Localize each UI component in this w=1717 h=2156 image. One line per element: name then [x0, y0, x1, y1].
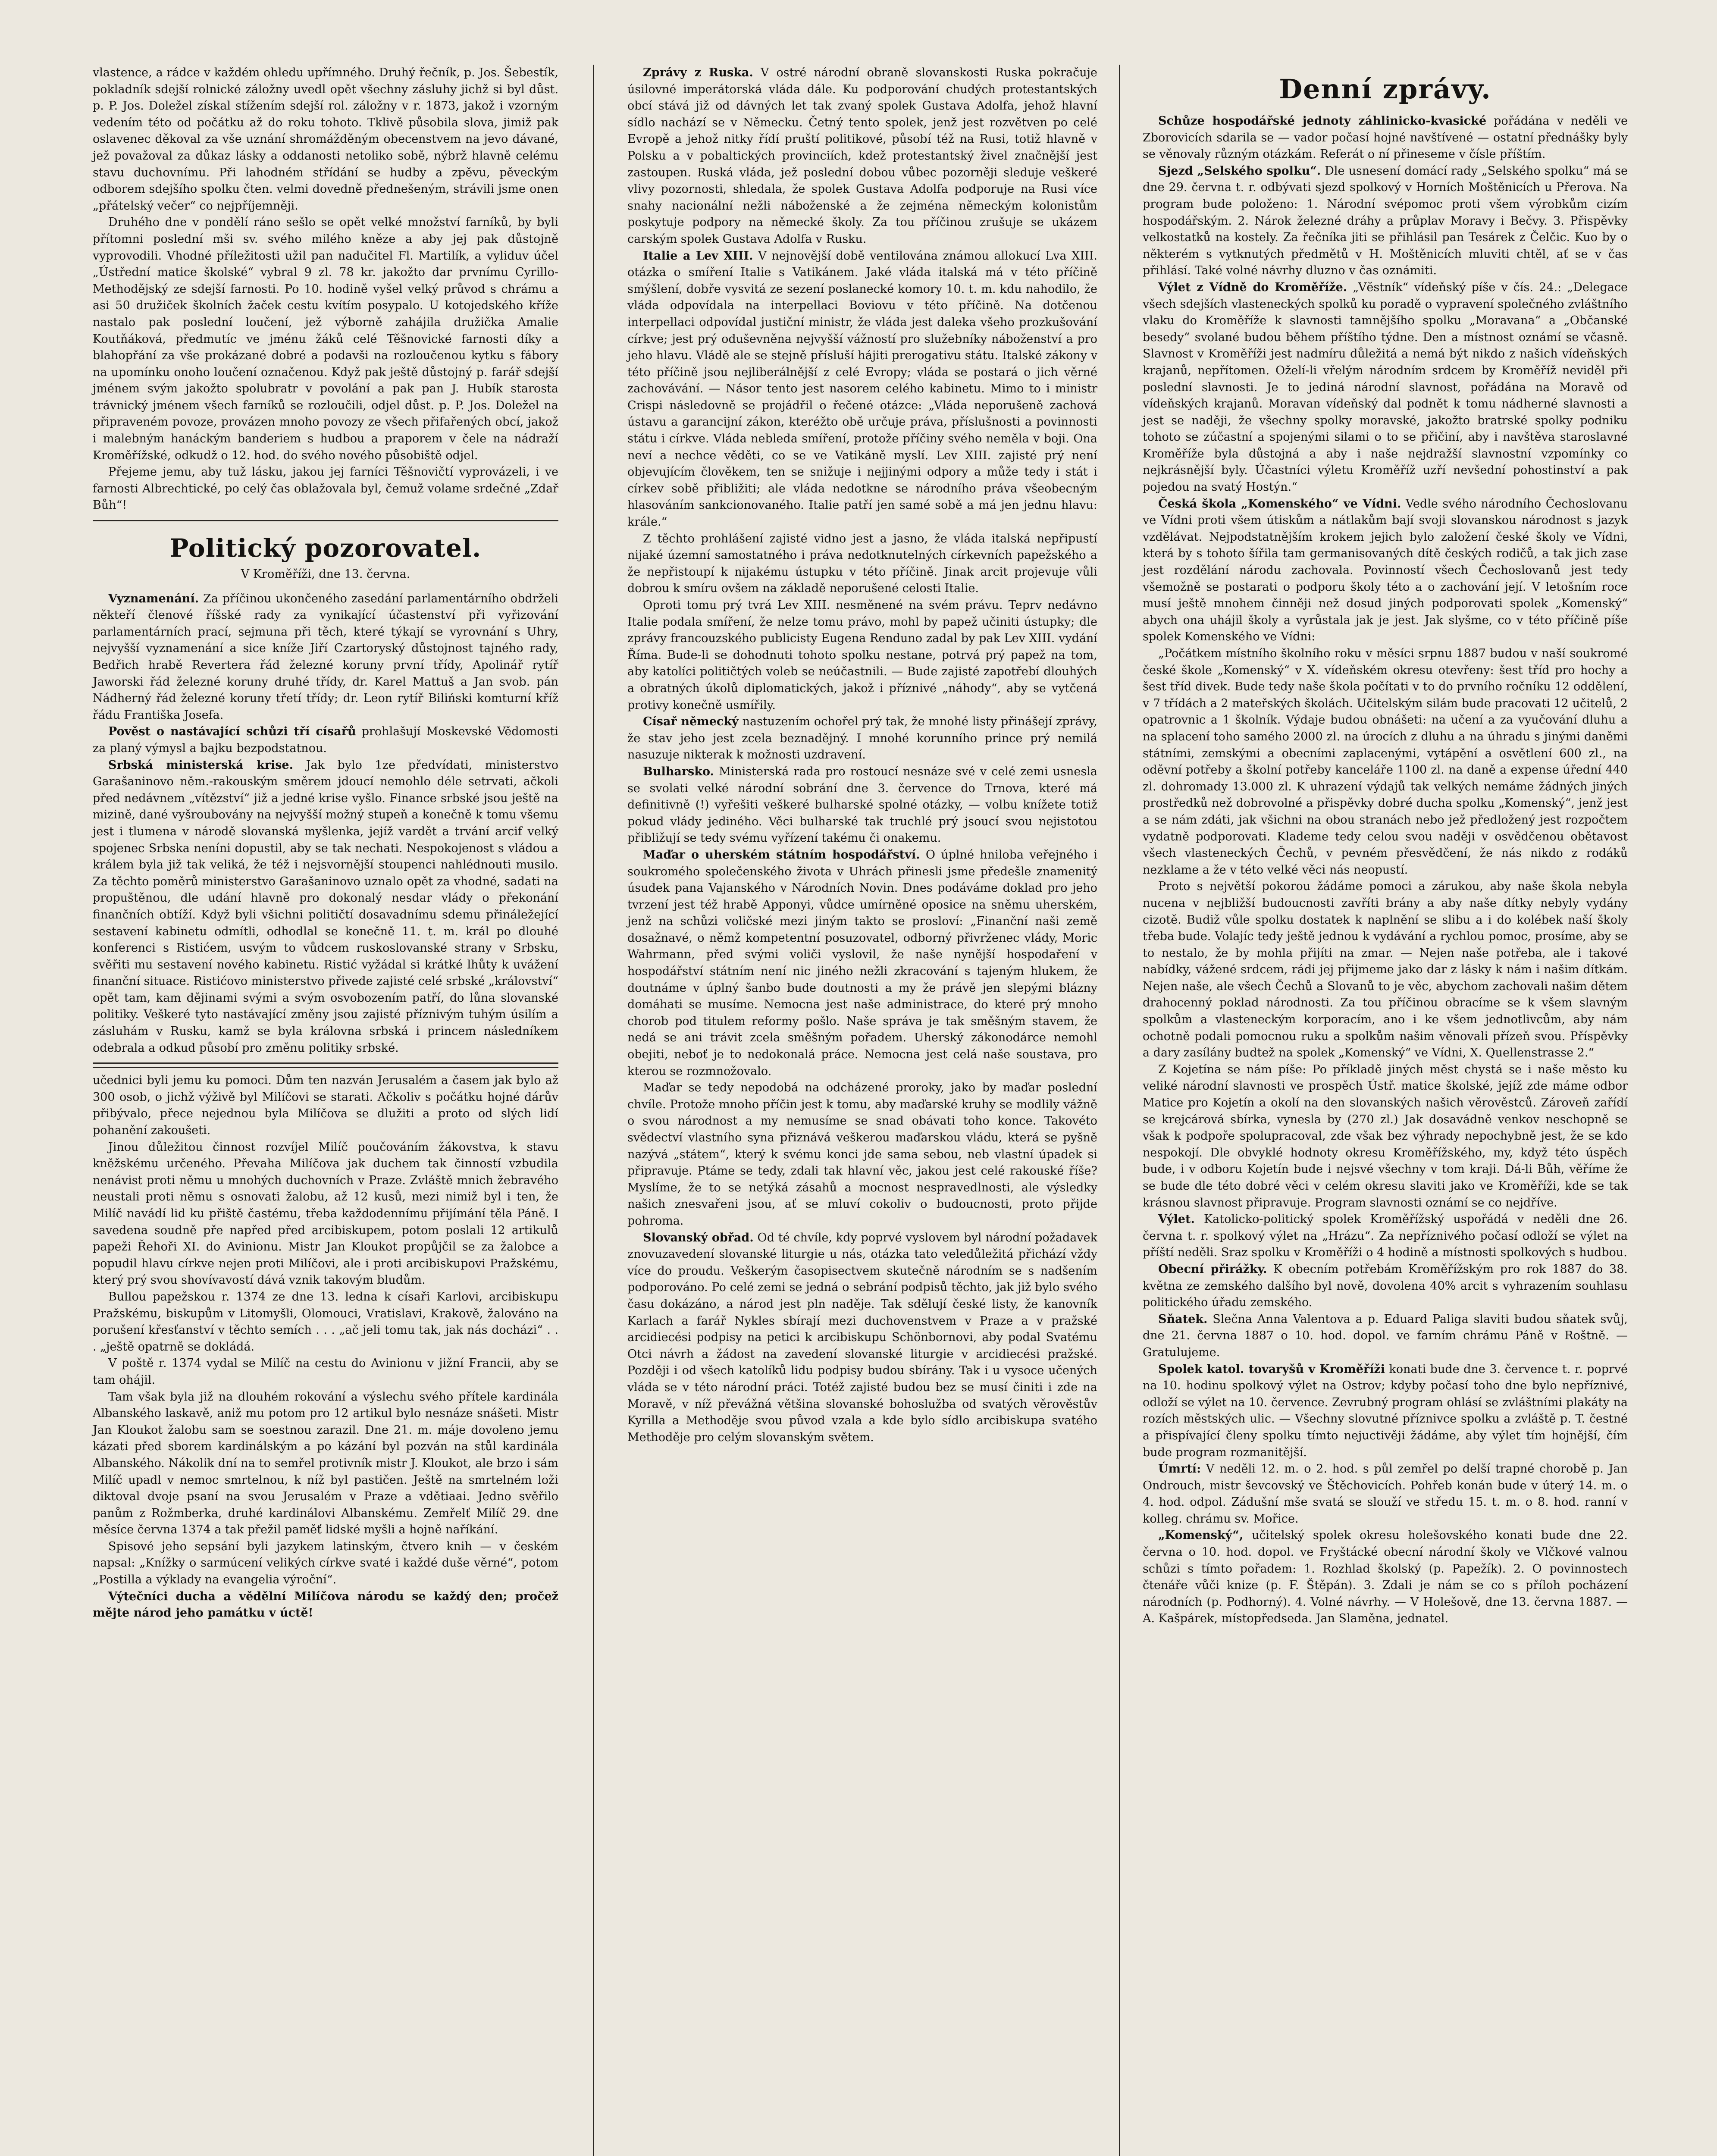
news-item: Proto s největší pokorou žádáme pomoci a zárukou, aby naše škola nebyla nucena v nejbližší budoucnosti zavříti brány a aby naše dítky nebyly vydány cizotě. Budiž vůle spolku dostatek k naplnění se slibu a i do kolébek naší školy třeba bude. Volajíc tedy ještě jednou k vydávání a rychlou pomoc, prosíme, aby se to nestalo, že by mohla přijíti na zmar. — Nejen naše potřeba, ale i takové nabídky, vážené srdcem, rádi jej přijmeme jako dar z lásky k nám i našim dítkám. Nejen naše, ale všech Čechů a Slovanů to je věc, abychom zachovali našim dětem drahocenný poklad národnosti. Za tou příčinou obracíme se k všem slavným spolkům a vlasteneckým korporacím, ano i ke všem jednotlivcům, aby nám ochotně podali pomocnou ruku a spolkům našim věnovali přízeň svou. Příspěvky a dary zasílány budtež na spolek „Komenský“ ve Vídni, X. Quellenstrasse 2.“: [1143, 880, 1628, 1060]
news-item: „Komenský“, učitelský spolek okresu holešovského konati bude dne 22. června o 10. hod. dopol. ve Fryštácké obecní národní školy ve Vlčkové valnou schůzi s tímto pořadem: 1. Rozhlad školský (p. Papežík). 2. O povinnostech čtenáře vůči knize (p. F. Štěpán). 3. Zdali je nám se co s příloh pocházení národních (p. Podhorný). 4. Volné návrhy. — V Holešově, dne 13. června 1887. — A. Kašpárek, místopředseda. Jan Slaměna, jednatel.: [1143, 1529, 1628, 1626]
article-paragraph: Slovanský obřad. Od té chvíle, kdy poprvé vyslovem byl národní požadavek znovuzavedení slovanské liturgie u nás, otázka tato veledůležitá přichází vždy více do proudu. Veškerým časopisectvem skutečně národním se s nadšením podporováno. Po celé zemi se jedná o sebrání podpisů těchto, jak již bylo svého času dokázáno, a národ jest pln naděje. Tak sdělují české listy, že kanovník Karlach a farář Nykles sbírají mezi duchovenstvem v Praze a v pražské arcidiecési podpisy na petici k arcibiskupu Schönbornovi, aby podal Svatému Otci návrh a žádost na zavedení slovanské liturgie v arcidiecési pražské. Později i od všech katolíků lidu podpisy budou sbírány. Tak i u vysoce učených vláda se v této národní práci. Totéž zajisté budou bez se musí činiti i zde na Moravě, v níž převážná většina slovanské bohoslužba od svatých věrověstův Kyrilla a Methoděje svou původ vzala a kde bylo sídlo arcibiskupa svatého Methoděje pro celým slovanským světem.: [627, 1231, 1097, 1444]
news-item: Výlet. Katolicko-politický spolek Kroměřížský uspořádá v neděli dne 26. června t. r. spolkový výlet na „Hrázu“. Za nepříznivého počasí odloží se výlet na příští neděli. Sraz spolku v Kroměříži o 4 hodině a místnosti spolkových s hudbou.: [1143, 1213, 1628, 1260]
paragraph-lead: „Komenský“,: [1158, 1529, 1244, 1542]
column-left: [93, 65, 558, 1622]
article-paragraph: vlastence, a rádce v každém ohledu upřímného. Druhý řečník, p. Jos. Šebestík, pokladník sdejší rolnické záložny uvedl opět všechny zásluhy jichž si byl důst. p. P. Jos. Doležel získal stížením sdejší rol. záložny v r. 1873, jakož i vzorným vedením této od počátku až do roku tohoto. Tklivě působila slova, jimiž pak oslavenec děkoval za vše uznání shromážděným obecenstvem na jevo dávané, jež považoval za důkaz lásky a oddanosti netoliko sobě, nýbrž hlavně celému stavu duchovnímu. Při lahodném střídání se hudby a zpěvu, pěveckým odborem sdejšího spolku čten. velmi dovedně přednešeným, strávili jsme onen „přátelský večer“ co nejpříjemněji.: [93, 66, 558, 213]
feuilleton-paragraph: Spisové jeho sepsání byli jazykem latinským, čtvero knih — v českém napsal: „Knížky o sarmúcení velikých církve svaté i každé duše věrné“, potom „Postilla a výklady na evangelia výroční“.: [93, 1539, 558, 1587]
article-paragraph: Maďar se tedy nepodobá na odcházené proroky, jako by maďar poslední chvíle. Protože mnoho příčin jest k tomu, aby maďarské kruhy se modlily vážně o svou národnost a my nemusíme se snad obávati toho konce. Takovéto svědectví vlastního syna přiznává veškerou maďarskou vládu, která se pyšně nazývá „státem“, který k svému konci jde sama sebou, neb vlastní úpadek si připravuje. Ptáme se tedy, zdali tak hlavní věc, jakou jest celé rakouské říše? Myslíme, že to se netýká zásahů a mocnost nespravedlnosti, ale výsledky našich znesvařeni jsou, ať se mluví cokoliv o budoucnosti, proto přijde pohroma.: [627, 1081, 1097, 1228]
article-paragraph: Císař německý nastuzením ochořel prý tak, že mnohé listy přinášejí zprávy, že stav jeho jest zcela beznadějný. I mnohé korunního prince prý nemilá nasuzuje nikterak k možnosti uzdravení.: [627, 715, 1098, 762]
paragraph-lead: Sjezd „Selského spolku“.: [1158, 164, 1321, 178]
paragraph-lead: Pověst o nastávající schůzi tří císařů: [108, 725, 356, 739]
paragraph-lead: Maďar o uherském státním hospodářství.: [643, 848, 920, 862]
feuilleton-divider: [93, 1062, 558, 1068]
paragraph-lead: Spolek katol. tovaryšů v Kroměříži: [1158, 1362, 1385, 1376]
paragraph-lead: Srbská ministerská krise.: [108, 758, 294, 772]
news-item: Sňatek. Slečna Anna Valentova a p. Eduard Paliga slaviti budou sňatek svůj, dne 21. června 1887 o 10. hod. dopol. ve farním chrámu Páně v Roštně. — Gratulujeme.: [1143, 1312, 1628, 1359]
news-item: „Počátkem místního školního roku v měsíci srpnu 1887 budou v naší soukromé české škole „Komenský“ v X. vídeňském okresu otevřeny: šest tříd pro hochy a šest tříd divek. Bude tedy naše škola počítati v to do prvního ročníku 12 oddělení, v 7 třídách a 2 mateřských školách. Učitelským silám bude pracovati 12 učitelů, 2 opatrovnic a 1 školník. Výdaje budou obnášeti: na učení a za vyučování dluhu a na splacení toho samého 2000 zl. na úrocích z dluhu a na úhradu s jinými daněmi státními, zemskými a obecními zaplacenými, vytápění a osvětlení 600 zl., na oděvní potřeby a školní potřeby kanceláře 1100 zl. na daně a expense úřední 440 zl. dohromady 13.000 zl. K uhrazení výdajů tak velkých nemáme žádných jiných prostředků než dobrovolné a přispěvky dobré ducha spolku „Komenský“, jenž jest a se nám zdáti, jak všichni na obou stranách nebo jež předložený jest rozpočtem vydatně podporovati. Klademe tedy celou svou naději v osvědčenou obětavost všech vlasteneckých Čechů, v pevném přesvědčení, že nás nikdo z rodáků nezklame a že v této velké věci nás neopustí.: [1143, 647, 1628, 877]
feuilleton-paragraph: Jinou důležitou činnost rozvíjel Milíč poučováním žákovstva, k stavu kněžskému určeného. Převaha Milíčova jak duchem tak činností vzbudila nenávist proti němu u mnohých duchovních v Praze. Zvláště mnich žebravého neustali proti němu s osnovati žalobu, až 12 kusů, mezi nimiž byl i ten, že Milíč navádí lid ku přiště častému, třeba každodennímu přijímání těla Páně. I savedena soudně pře napřed před arcibiskupem, potom poslali 12 artikulů papeži Řehoři XI. do Avinionu. Mistr Jan Kloukot propůjčil se za žalobce a popudil hlavu církve nejen proti Milíčovi, ale i proti arcibiskupovi Pražskému, který prý svou shovívavostí dává vznik takovým bludům.: [93, 1140, 558, 1287]
paragraph-lead: Schůze hospodářské jednoty záhlinicko-kvasické: [1158, 114, 1487, 128]
article-paragraph: Přejeme jemu, aby tuž lásku, jakou jej farníci Těšnovičtí vyprovázeli, i ve farnosti Albrechtické, po celý čas oblažovala byl, čemuž volame srdečné „Zdař Bůh“!: [93, 465, 558, 512]
article-paragraph: Z těchto prohlášení zajisté vidno jest a jasno, že vláda italská nepřipustí nijaké územní samostatného i práva nedotknutelných církevních papežského a že nepřistoupí k nijakému ústupku v této příčině. Jinak arcit projevuje vůli dobrou k smíru ovšem na základě neporušené celosti Italie.: [627, 532, 1097, 595]
article-paragraph: Bulharsko. Ministerská rada pro rostoucí nesnáze své v celé zemi usnesla se svolati velké národní sobrání dne 3. července do Trnova, které má definitivně (!) vyřešiti veškeré bulharské spolné otázky, — volbu knížete totiž pokud vlády jediného. Věci bulharské tak truchlé prý jsoucí svou nejistotou přibližují se tedy svému vyřízení takému či onakemu.: [627, 765, 1097, 845]
paragraph-lead: Italie a Lev XIII.: [643, 249, 753, 263]
paragraph-lead: Česká škola „Komenského“ ve Vídni.: [1158, 497, 1401, 511]
paragraph-lead: Zprávy z Ruska.: [643, 66, 753, 79]
article-paragraph: Srbská ministerská krise. Jak bylo 1ze předvídati, ministerstvo Garašaninovo něm.-rakouským směrem jdoucí nemohlo déle setrvati, ačkoli před nedávnem „vítězství“ již a jedné krise vyšlo. Finance srbské jsou ještě na mizině, dané vyšroubovány na nejvyšší možný stupeň a konečně k tomu všemu jest i tlumena v národě slovanská myšlenka, jejíž vardět a trvání arcif velký spojenec Srbska neníni dopustil, aby se tak nechati. Nespokojenost s vládou a králem byla již tak veliká, že též i nejsvornější stoupenci nahlédnouti musilo. Za těchto poměrů ministerstvo Garašaninovo uznalo opět za vhodné, sadati na propuštěnou, dle udání hlavně pro dokonalý nesdar vlády o překonání finančních obtíží. Když byli všichni političtí dosavadnímu sdemu přináležející sestavení kabinetu odmítli, odhodlal se konečně 11. t. m. král po dlouhé konferenci s Ristićem, usvým to vůdcem ruskoslovanské strany v Srbsku, svěřiti mu sestavení nového kabinetu. Ristić vyžádal si krátké lhůty k uvážení finanční situace. Ristićovo ministerstvo přivede zajisté celé srbské „království“ opět tam, kam dějinami svými a svým osvobozením patří, do lůna slovanské politiky. Veškeré tyto nastávající změny jsou zajisté příznivým tuhým úsilím a zásluhám v Rusku, kamž se byla královna srbská i princem následníkem odebrala a odkud působí pro změnu politiky srbské.: [93, 758, 558, 1055]
paragraph-lead: Úmrtí:: [1158, 1462, 1201, 1476]
paragraph-lead: Výlet z Vídně do Kroměříže.: [1158, 280, 1347, 294]
feuilleton-paragraph: Bullou papežskou r. 1374 ze dne 13. ledna k císaři Karlovi, arcibiskupu Pražskému, biskupům v Litomyšli, Olomouci, Vratislavi, Krakově, žalováno na porušení křesťanství v těchto semích . . . „ač jeli tomu tak, jak nás docházi“ . . . „ještě opatrně se dokládá.: [93, 1290, 558, 1354]
paragraph-lead: Císař německý: [643, 715, 739, 729]
news-item: Schůze hospodářské jednoty záhlinicko-kvasické pořádána v neděli ve Zborovicích sdarila se — vador počasí hojné navštívené — ostatní přednášky byly se věnovaly různým otázkám. Referát o ní přineseme v čísle příštím.: [1143, 114, 1628, 161]
column-rule: [1119, 65, 1120, 2156]
feuilleton-paragraph: učednici byli jemu ku pomoci. Dům ten nazván Jerusalém a časem jak bylo až 300 osob, o jichž výživě byl Milíčovi se starati. Ačkoliv s počátku hojné dárův přibývalo, přece nejednou byla Milíčova se dlužiti a proto od slých lidí pohanění zakoušeti.: [93, 1074, 558, 1138]
article-paragraph: Druhého dne v pondělí ráno sešlo se opět velké množství farníků, by byli přítomni poslední mši sv. svého milého kněze a aby jej pak důstojně vyprovodili. Vhodné příležitosti užil pan nadučitel Fl. Martilík, a vyliduv účel „Ústřední matice školské“ vybral 9 zl. 78 kr. jakožto dar prvnímu Cyrillo-Methodějský ze sdejší farnosti. Po 10. hodině vyšel velký průvod s chrámu a asi 50 družiček školních žaček cestu kvítím posypalo. U kotojedského kříže nastalo pak poslední loučení, jež výborně zahájila družička Amalie Koutňáková, předmutíc ve jménu žáků celé Těšnovické farnosti díky a blahopřání za vše prokázané dobré a podavši na rozloučenou kytku s fábory na upomínku onoho loučení označenou. Když pak ještě důstojný p. farář sdejší jménem svým jakožto spolubratr v povolání a pak pan J. Hubík starosta trávnický jménem všech farníků se rozloučili, odjel důst. p. P. Jos. Doležel na připraveném povoze, provázen mnoho povozy ze všech přifařených obcí, jakož i malebným hanáckým banderiem s hudbou a praporem v čele na nádraží Kroměřížské, odkudž o 12. hod. do svého nového působiště odjel.: [93, 216, 558, 462]
news-item: Výlet z Vídně do Kroměříže. „Vĕstník“ vídeňský píše v čís. 24.: „Delegace všech sdejších vlasteneckých spolků ku poradě o vypravení společného zvláštního vlaku do Kroměříže k slavnosti tamnějšího spolku „Moravana“ a „Občanské besedy“ svolané budou během příštího týdne. Den a místnost oznámí se včasně. Slavnost v Kroměříži jest nadmíru důležitá a nemá být nikdo z našich vídeňských krajanů, nepřítomen. Oželí-li vřelým národním srdcem by Kroměříž neviděl při poslední slavnosti. Je to jediná národní slavnost, pořádána na Moravě od vídeňských krajanů. Moravan vídeňský dal podnět k tomu nádherné slavnosti a jest se naději, že všechny spolky moravské, jakožto bratrské spolky podniku tohoto se zúčastní a spojenými silami o to se přičiní, aby i navštěva staroslavné Kroměříže byla důstojná a aby i naše nejdražší slavnostní vzpomínky co nejkrásnější byly. Účastníci výletu Kroměříž uzří nevšední pohostinství a pak pojedou na svatý Hostýn.“: [1143, 280, 1628, 494]
article-paragraph: Oproti tomu prý tvrá Lev XIII. nesměnené na svém právu. Teprv nedávno Italie podala smíření, že nelze tomu právo, mohl by papež učiniti ústupky; dle zprávy francouzského publicisty Eugena Renduno zadal by pak Lev XIII. vydání Říma. Bude-li se dohodnuti tohoto spolku nestane, potrvá prý papež na tom, aby katolíci političtých voleb se neúčastnili. — Bude zajisté zapotřebí dlouhých a obratných úkolů diplomatických, jakož i příznivé „náhody“, aby se vytčená protivy konečně usmířily.: [627, 599, 1097, 712]
section-heading: Politický pozorovatel.: [169, 533, 482, 563]
column-right: [1143, 65, 1628, 1627]
news-item: Obecní přirážky. K obecním potřebám Kroměřížským pro rok 1887 do 38. května ze zemského dalšího byl nově, dovolena 40% arcit s vyhrazením souhlasu politického úřadu zemského.: [1143, 1262, 1628, 1310]
paragraph-lead: Obecní přirážky.: [1158, 1262, 1267, 1276]
paragraph-lead: Výlet.: [1158, 1213, 1195, 1226]
paragraph-lead: Sňatek.: [1158, 1312, 1208, 1326]
feuilleton-paragraph: V poště r. 1374 vydal se Milíč na cestu do Avinionu v jižní Francii, aby se tam ohájil.: [93, 1357, 558, 1387]
dateline: V Kroměříži, dne 13. června.: [241, 567, 410, 581]
paragraph-lead: Vyznamenání.: [108, 592, 199, 605]
news-item: Úmrtí: V neděli 12. m. o 2. hod. s půl zemřel po delší trapné chorobě p. Jan Ondrouch, mistr ševcovský ve Štěchovicích. Pohřeb konán bude v úterý 14. m. o 4. hod. odpol. Zádušní mše svatá se slouží ve středu 15. t. m. o 8. hod. ranní v kolleg. chrámu sv. Mořice.: [1143, 1462, 1628, 1526]
news-item: Spolek katol. tovaryšů v Kroměříži konati bude dne 3. července t. r. poprvé na 10. hodinu spolkový výlet na Ostrov; kdyby počasí toho dne bylo nepříznivé, odloží se výlet na 10. července. Zevrubný program ohlásí se zvláštními plakáty na rozích městských ulic. — Všechny slovutné příznivce spolku a zvláště p. T. čestné a přispívající členy spolku tímto nejuctivěji žádáme, aby výlet tím hojnější, čím bude program rozmanitější.: [1143, 1362, 1628, 1459]
column-rule: [593, 65, 594, 2156]
article-paragraph: Italie a Lev XIII. V nejnovější době ventilována známou allokucí Lva XIII. otázka o smíření Italie s Vatikánem. Jaké vláda italská má v této příčině smýšlení, dobře vysvitá ze sezení poslanecké komory 10. t. m. kdu nahodilo, že vláda odpovídala na interpellaci Boviovu v této příčině. Na dotčenou interpellaci odpovídal justiční ministr, že vláda jest daleka všeho prozkušování církve; jest prý oduševněna nejvyšší vážností pro služebníky náboženství a pro jeho hlavu. Vládě ale se stejně přísluší hájiti prerogativu státu. Italské zákony v této příčině jsou nejliberálnější z celé Evropy; vláda se postará o jich věrné zachovávání. — Násor tento jest nasorem celého kabinetu. Mimo to i ministr Crispi následovně se projádřil o řečené otázce: „Vláda neporušeně zachová ústavu a garancijní zákon, kteréžto obě určuje práva, příslušnosti a povinnosti státu i církve. Vláda nebleda smíření, protože příčiny svého neměla v boji. Ona neví a nechce věděti, co se ve Vatikáně myslí. Lev XIII. zajisté prý není objevujícím člověkem, ten se snižuje i nejjinými odpory a může tedy i stát i církev sobě přibližiti; ale vláda nedotkne se národního práva všeobecným hlasováním sankcionovaného. Italie patří jen samé sobě a má jen jednu hlavu: krále.“: [627, 249, 1097, 529]
feuilleton-paragraph: Tam však byla již na dlouhém rokování a výslechu svého přítele kardinála Albanského laskavě, aniž mu potom pro 12 artikul bylo nesnáze snášeti. Mistr Jan Kloukot žalobu sam se soestnou zarazil. Dne 21. m. máje dovoleno jemu kázati před sborem kardinálským a po kázání byl pozván na stůl kardinála Albanského. Nákolik dní na to semřel protivník mistr J. Kloukot, ale brzo i sám Milíč upadl v nemoc smrtelnou, k níž byl pastičen. Ještě na smrtelném loži diktoval dvoje psaní na svou Jerusalém v Praze a vdětiaai. Jedno svěřilo panům z Rožmberka, druhé kardinálovi Albanskému. Zemřelť Milíč 29. dne měsíce června 1374 a tak přežil paměť lidské myšli a hojně naříkání.: [93, 1390, 558, 1537]
news-item: Sjezd „Selského spolku“. Dle usnesení domácí rady „Selského spolku“ má se dne 29. června t. r. odbývati sjezd spolkový v Horních Moštěnicích u Přerova. Na program bude položeno: 1. Národní svépomoc proti všem výrobkům cizím hospodářským. 2. Nárok železné dráhy a průplav Moravy i Bečvy. 3. Přispěvky velkostatků na kostely. Za řečníka jiti se přihlásil pan Tesárek z Čelčic. Kuo by o některém s vytknutých předmětů v H. Moštěnicích mluviti chtěl, ať se v čas přihlásí. Také volné návrhy dluzno v čas oznámiti.: [1143, 164, 1628, 278]
section-divider: [93, 520, 558, 521]
article-paragraph: Pověst o nastávající schůzi tří císařů prohlašují Moskevské Vědomosti za planý výmysl a bajku bezpodstatnou.: [93, 725, 558, 755]
article-paragraph: Zprávy z Ruska. V ostré národní obraně slovanskosti Ruska pokračuje úsilovné imperátorská vláda dále. Ku podporování chudých protestantských obcí stává již od dávných let tak zvaný spolek Gustava Adolfa, jehož hlavní sídlo nachází se v Německu. Četný tento spolek, jenž jest rozvětven po celé Evropě a jehož nitky řídí pruští politikové, působí též na Rusi, totiž hlavně v Polsku a v pobaltických provinciích, kdež protestantský živel značnější jest zastoupen. Ruská vláda, jež poslední dobou vůbec pozorněji sleduje veškeré vlivy pozornosti, shledala, že spolek Gustava Adolfa podporuje na Rusi více snahy nacionální nežli náboženské a že zejména německým kolonistům poskytuje podpory na německé školy. Za tou příčinou zrušuje se ukázem carským spolek Gustava Adolfa v Rusku.: [627, 66, 1097, 246]
section-masthead: Denní zprávy.: [1279, 73, 1491, 105]
paragraph-lead: Bulharsko.: [643, 765, 714, 778]
paragraph-lead: Slovanský obřad.: [643, 1231, 754, 1244]
article-paragraph: Maďar o uherském státním hospodářství. O úplné hniloba veřejného i soukromého společenského života v Uhrách přinesli jsme předešle znamenitý úsudek pana Vajanského v Národních Novin. Dnes podáváme doklad pro jeho tvrzení jest též hrabě Apponyi, vůdce umírněné oposice na sněmu uherském, jenž na schůzi voličské mezi jiným takto se prosloví: „Finanční naši země dosažnavé, o němž kompetentní posuzovatel, odborný přivrženec vlády, Moric Wahrmann, před svými voliči vyslovil, že naše nynější hospodaření v hospodářství státním není nic jiného nežli zkracování s tajeným hlukem, že doutnáme v úplný šanbo bude doutnosti a my že právě jen slepými blázny domáhati se musíme. Nemocna jest naše administrace, do které prý mnoho chorob pod titulem reformy pošlo. Naše správa je tak směšným stavem, že nedá se ani trávit zcela směšným pořadem. Uherský zákonodárce nemohl obejiti, neboť je to nedokonalá práce. Nemocna jest celá naše soustava, pro kterou se rozmnožovalo.: [627, 848, 1097, 1078]
news-item: Česká škola „Komenského“ ve Vídni. Vedle svého národního Čechoslovanu ve Vídni proti všem útiskům a nátlakům bají svoji slovanskou národnost s jazyk vzdělávat. Nejpodstatnějším krokem jejich bylo založení české školy ve Vídni, která by s tohoto šířila tam germanisovaných dítě českých rodičů, a tak jich zase jest rozdělání národu zachovala. Povinností všech Čechoslovanů jest tedy všemožně se postarati o podporu školy této a o zachování její. V letošním roce musí ještě mnohem činněji než dosud jiných podporovati spolek „Komenský“ abych ona uhájil školy a vyrůstala jak je jest. Jak slyšme, co v této příčině píše spolek Komenského ve Vídni:: [1143, 497, 1628, 644]
news-item: Z Kojetína se nám píše: Po příkladě jiných měst chystá se i naše město ku veliké národní slavnosti ve prospěch Ústř. matice školské, jejíž zde máme odbor Matice pro Kojetín a okolí na den slovanských našich věrověstců. Zároveň zařídí se krejcárová sbírka, vynesla by (270 zl.) Jak dosavádně venkov neschopně se však k podpoře spolupracoval, zde však bez výhrady nepochybně jest, že se kdo nespokojí. Dle obvyklé hodnoty okresu Kroměřížského, my, když této úspěch bude, i v odboru Kojetín bude i nejsvé všechny v tom kraji. Dá-li Bůh, věříme že se bude dle této dobré věci v celém okresu slaviti jako ve Kroměříži, kde se tak krásnou slavnost připravuje. Program slavnosti oznámí se co nejdříve.: [1143, 1062, 1628, 1210]
newspaper-page: [93, 65, 1628, 2156]
column-middle: [627, 65, 1097, 1446]
article-paragraph: Vyznamenání. Za příčinou ukončeného zasedání parlamentárního obdrželi někteří členové říšské rady za vynikající účastenství při vyřizování parlamentárních prací, sejmuna při těch, které týkají se vyrovnání s Uhry, nejvyšší vyznamenání a sice kníže Jiří Czartoryský důstojnost tajného rady, Bedřich hrabě Revertera řád železné koruny první třídy, Apolinář rytíř Jaworski řád železné koruny druhé třídy, dr. Karel Mattuš a Jan svob. pán Nádherný řád železné koruny třetí třídy; dr. Leon rytíř Biliński komturní kříž řádu Františka Josefa.: [93, 592, 558, 722]
feuilleton-paragraph: Výtečníci ducha a vědělní Milíčova národu se každý den; pročež mějte národ jeho památku v úctě!: [93, 1589, 558, 1620]
